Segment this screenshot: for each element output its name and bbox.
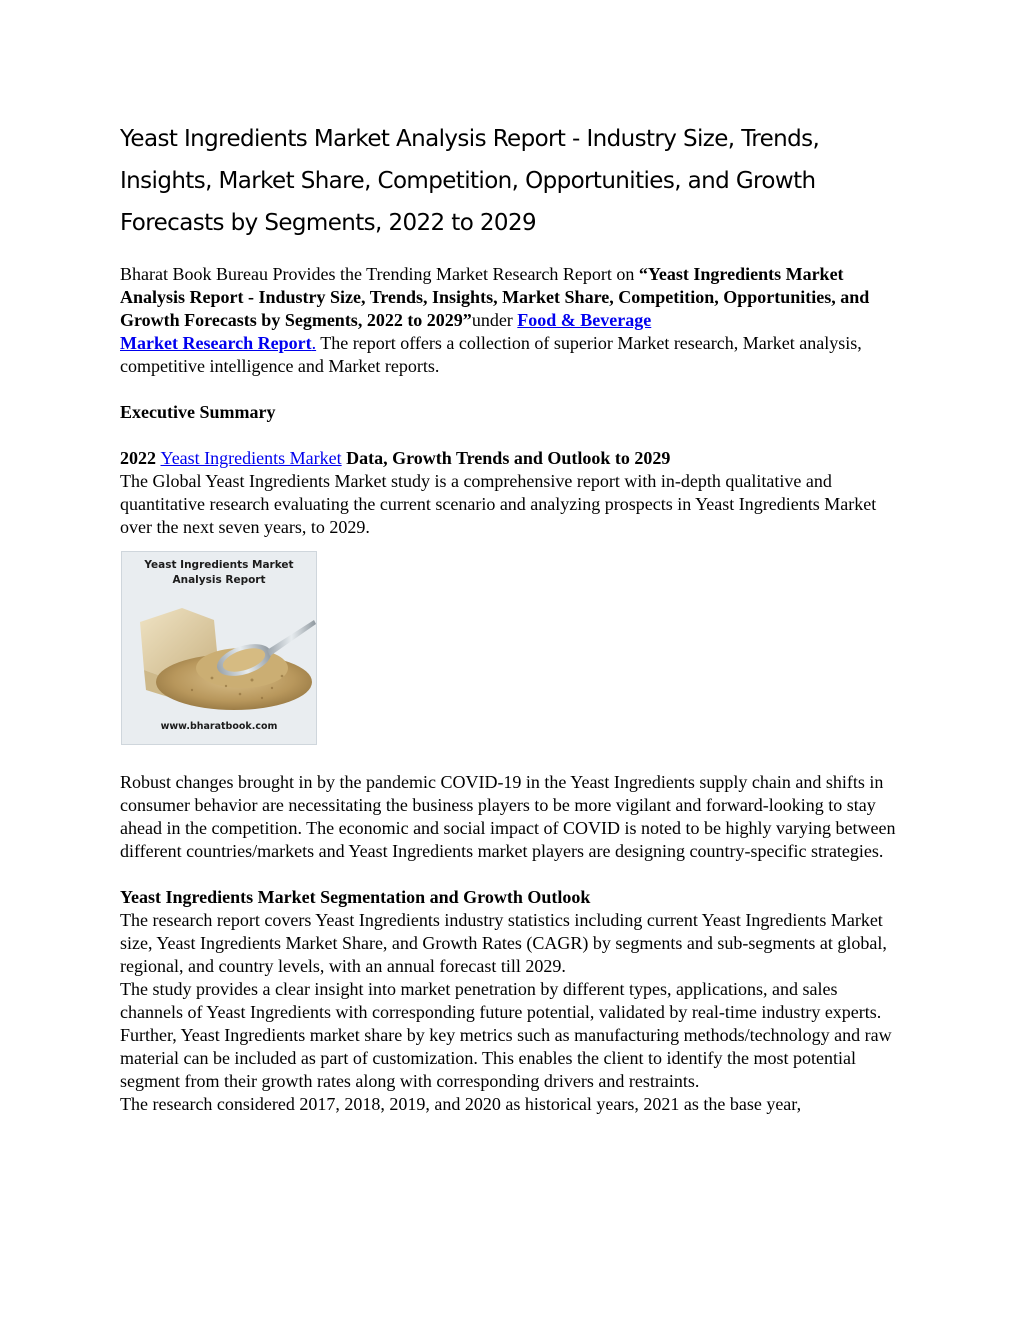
food-beverage-link[interactable]: Food & Beverage xyxy=(517,310,652,330)
intro-under: under xyxy=(471,310,518,330)
market-research-report-link[interactable] xyxy=(120,333,316,353)
data-section-text: The Global Yeast Ingredients Market study is a comprehensive report with in-depth qualitative and quantitative research evaluating the current scenario and analyzing prospects in Yeast Ingredients Market over the next seven years, to 2029. xyxy=(120,471,877,537)
intro-report-name: “Yeast Ingredients Market Analysis Report - Industry Size, Trends, Insights, Market Share, Competition, Opportunities, and Growth Forecasts by Segments, 2022 to 2029” xyxy=(120,264,870,330)
report-title: Yeast Ingredients Market Analysis Report - Industry Size, Trends, Insights, Market Share, Competition, Opportunities, and Growth Forecasts by Segments, 2022 to 2029 xyxy=(120,126,820,236)
cover-title xyxy=(122,558,316,588)
market-research-report-link-text[interactable]: Market Research Report xyxy=(120,333,312,353)
intro-paragraph xyxy=(120,263,900,378)
report-cover-image xyxy=(121,551,317,745)
cover-url: www.bharatbook.com xyxy=(160,721,278,732)
segmentation-heading: Yeast Ingredients Market Segmentation and Growth Outlook xyxy=(120,887,591,907)
covid-paragraph: Robust changes brought in by the pandemic COVID-19 in the Yeast Ingredients supply chain and shifts in consumer behavior are necessitating the business players to be more vigilant and forward-looking to stay ahead in the competition. The economic and social impact of COVID is noted to be highly varying between different countries/markets and Yeast Ingredients market players are designing country-specific strategies. xyxy=(120,772,896,861)
segmentation-paragraph-3: The research considered 2017, 2018, 2019, and 2020 as historical years, 2021 as the base year, xyxy=(120,1094,802,1114)
cover-title-line1: Yeast Ingredients Market xyxy=(144,559,294,571)
data-heading-prefix: 2022 xyxy=(120,448,161,468)
link-tail[interactable]: . xyxy=(311,333,317,353)
data-heading-suffix: Data, Growth Trends and Outlook to 2029 xyxy=(341,448,671,468)
segmentation-paragraph-1: The research report covers Yeast Ingredients industry statistics including current Yeast Ingredients Market size, Yeast Ingredients Market Share, and Growth Rates (CAGR) by segments and sub-segments at global, regional, and country levels, with an annual forecast till 2029. xyxy=(120,910,887,976)
cover-title-line2: Analysis Report xyxy=(172,574,266,586)
yeast-photo-illustration xyxy=(122,590,316,720)
segmentation-paragraph-2: The study provides a clear insight into market penetration by different types, applications, and sales channels of Yeast Ingredients with corresponding future potential, validated by real-time industry experts. Further, Yeast Ingredients market share by key metrics such as manufacturing methods/technology and raw material can be included as part of customization. This enables the client to identify the most potential segment from their growth rates along with corresponding drivers and restraints. xyxy=(120,979,892,1091)
executive-summary-heading: Executive Summary xyxy=(120,402,276,422)
data-section-heading xyxy=(120,447,900,470)
document-page xyxy=(120,118,900,1116)
intro-lead: Bharat Book Bureau Provides the Trending Market Research Report on xyxy=(120,264,639,284)
yeast-ingredients-market-link[interactable]: Yeast Ingredients Market xyxy=(160,448,342,468)
document-body xyxy=(120,263,900,1116)
intro-rest: The report offers a collection of superior Market research, Market analysis, competitive intelligence and Market reports. xyxy=(120,333,862,376)
